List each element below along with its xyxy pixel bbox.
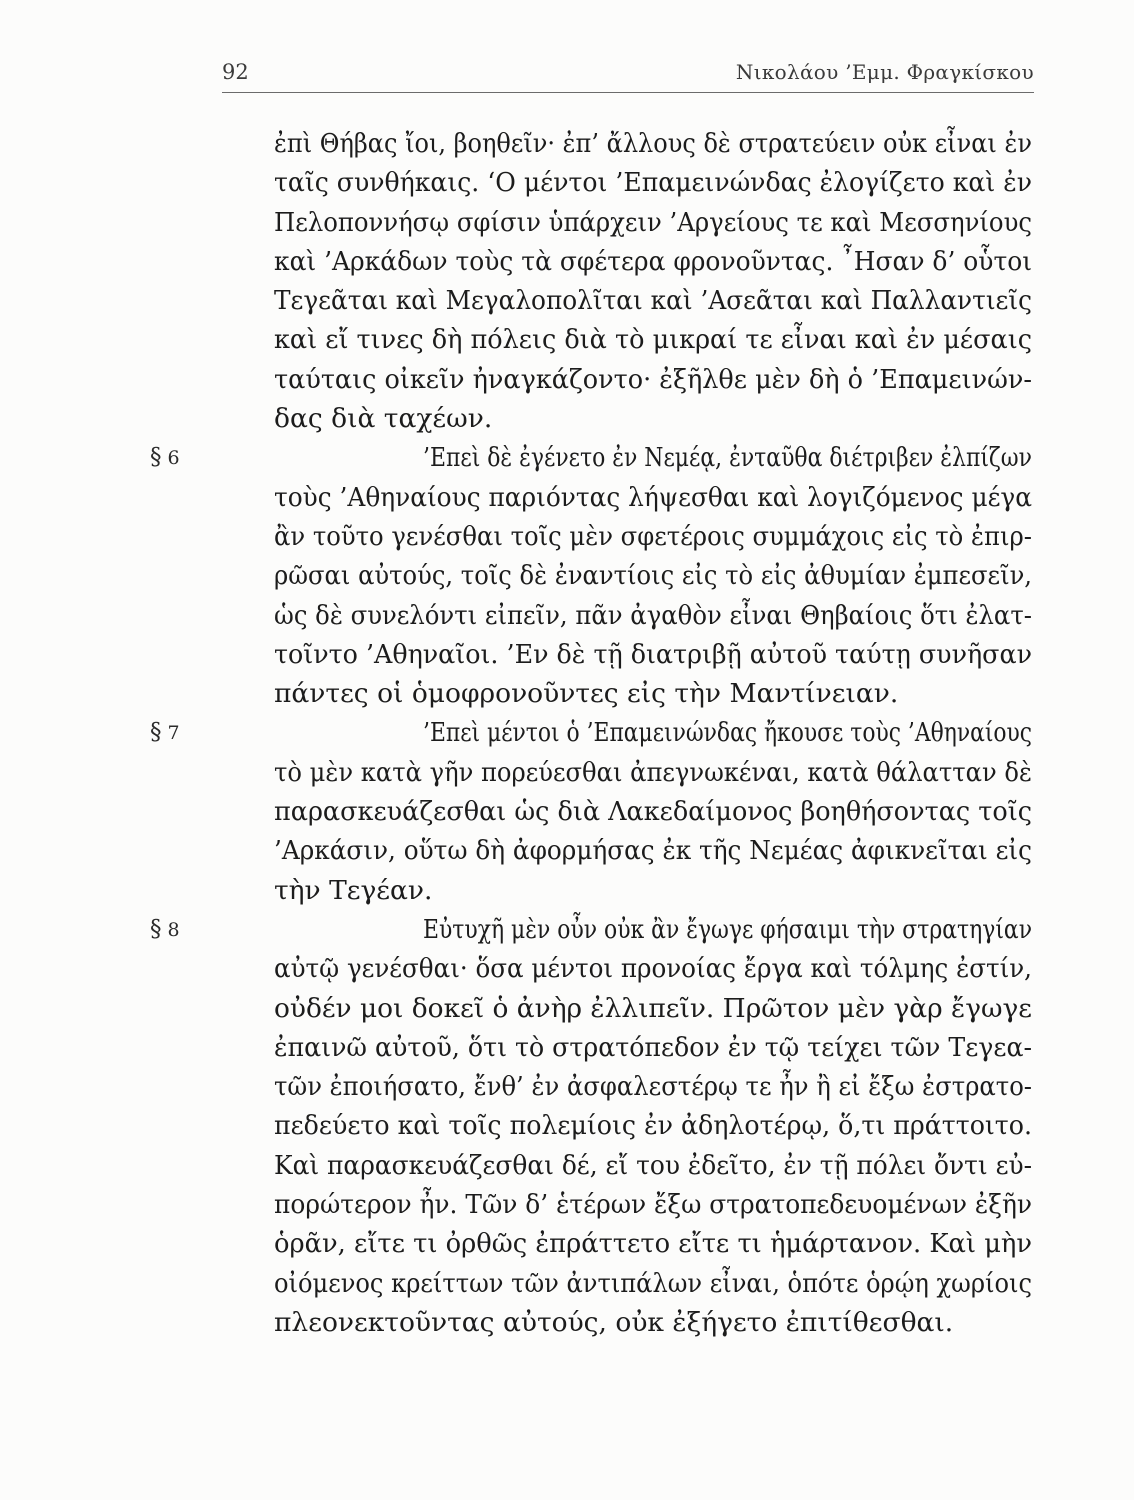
- text-line: [150, 517, 1040, 556]
- text-line: [150, 203, 1040, 242]
- line-text: ὁρᾶν, εἴτε τι ὀρθῶς ἐπράττετο εἴτε τι ἡμάρτανον. Καὶ μὴν: [274, 1228, 1032, 1260]
- text-line: [150, 556, 1040, 595]
- paragraph-section-6: [150, 438, 1040, 713]
- text-line: [150, 320, 1040, 359]
- line-text: καὶ ’Αρκάδων τοὺς τὰ σφέτερα φρονοῦντας. ῏Ησαν δ’ οὗτοι: [274, 245, 1033, 277]
- line-text: οὐδέν μοι δοκεῖ ὁ ἀνὴρ ἐλλιπεῖν. Πρῶτον μὲν γὰρ ἔγωγε: [274, 992, 1032, 1024]
- text-line: [150, 1106, 1040, 1145]
- line-text: ’Επεὶ δὲ ἐγένετο ἐν Νεμέᾳ, ἐνταῦθα διέτριβεν ἐλπίζων: [423, 442, 1032, 474]
- line-text: τῶν ἐποιήσατο, ἔνθ’ ἐν ἀσφαλεστέρῳ τε ἦν ἢ εἰ ἔξω ἐστρατο-: [274, 1071, 1033, 1103]
- section-number: 6: [167, 447, 180, 470]
- text-line: [150, 360, 1040, 399]
- line-text: τὸ μὲν κατὰ γῆν πορεύεσθαι ἀπεγνωκέναι, κατὰ θάλατταν δὲ: [274, 756, 1032, 788]
- text-line: [150, 1067, 1040, 1106]
- text-line: [150, 163, 1040, 202]
- paragraph-section-7: [150, 713, 1040, 909]
- line-text: καὶ εἴ τινες δὴ πόλεις διὰ τὸ μικραί τε εἶναι καὶ ἐν μέσαις: [274, 324, 1033, 356]
- paragraph-continuation: [150, 124, 1040, 438]
- section-number: 8: [167, 918, 180, 941]
- line-text: ρῶσαι αὐτούς, τοῖς δὲ ἐναντίοις εἰς τὸ εἰς ἀθυμίαν ἐμπεσεῖν,: [274, 560, 1032, 592]
- line-text: πορώτερον ἦν. Τῶν δ’ ἑτέρων ἔξω στρατοπεδευομένων ἐξῆν: [274, 1189, 1032, 1221]
- section-symbol: §: [150, 444, 162, 471]
- line-text: ἐπαινῶ αὐτοῦ, ὅτι τὸ στρατόπεδον ἐν τῷ τείχει τῶν Τεγεα-: [274, 1031, 1033, 1063]
- line-text: παρασκευάζεσθαι ὡς διὰ Λακεδαίμονος βοηθήσοντας τοῖς: [274, 796, 1033, 828]
- running-header: [222, 52, 1034, 93]
- running-head-author: Νικολάου ’Εμμ. Φραγκίσκου: [735, 60, 1034, 84]
- text-line: [150, 713, 1040, 752]
- text-line: [150, 792, 1040, 831]
- line-text: πεδεύετο καὶ τοῖς πολεμίοις ἐν ἀδηλοτέρῳ, ὅ,τι πράττοιτο.: [274, 1110, 1033, 1142]
- text-line: [150, 1264, 1040, 1303]
- section-number: 7: [167, 722, 180, 745]
- line-text: τοῖντο ’Αθηναῖοι. ’Εν δὲ τῇ διατριβῇ αὐτοῦ ταύτῃ συνῆσαν: [274, 638, 1032, 670]
- text-line: [150, 1224, 1040, 1263]
- section-marker: [150, 910, 180, 950]
- line-text: Καὶ παρασκευάζεσθαι δέ, εἴ του ἐδεῖτο, ἐν τῇ πόλει ὄντι εὐ-: [274, 1149, 1033, 1181]
- text-line: [150, 1028, 1040, 1067]
- text-line: [150, 1303, 1040, 1342]
- line-text: ’Επεὶ μέντοι ὁ ’Επαμεινώνδας ἤκουσε τοὺς ’Αθηναίους: [423, 717, 1033, 749]
- line-text: Εὐτυχῆ μὲν οὖν οὐκ ἂν ἔγωγε φήσαιμι τὴν στρατηγίαν: [423, 913, 1033, 945]
- text-line: [150, 1185, 1040, 1224]
- text-line: [150, 438, 1040, 477]
- line-text: πάντες οἱ ὁμοφρονοῦντες εἰς τὴν Μαντίνειαν.: [274, 678, 899, 710]
- line-text: αὐτῷ γενέσθαι· ὅσα μέντοι προνοίας ἔργα καὶ τόλμης ἐστίν,: [274, 953, 1032, 985]
- line-text: ταύταις οἰκεῖν ἠναγκάζοντο· ἐξῆλθε μὲν δὴ ὁ ’Επαμεινών-: [274, 363, 1032, 395]
- page-number: 92: [222, 60, 249, 84]
- section-symbol: §: [150, 719, 162, 746]
- text-line: [150, 871, 1040, 910]
- section-symbol: §: [150, 915, 162, 942]
- line-text: τοὺς ’Αθηναίους παριόντας λήψεσθαι καὶ λογιζόμενος μέγα: [274, 481, 1033, 513]
- text-line: [150, 399, 1040, 438]
- text-line: [150, 674, 1040, 713]
- line-text: Πελοποννήσῳ σφίσιν ὑπάρχειν ’Αργείους τε καὶ Μεσσηνίους: [274, 206, 1032, 238]
- text-line: [150, 635, 1040, 674]
- text-line: [150, 1146, 1040, 1185]
- text-line: [150, 753, 1040, 792]
- line-text: οἰόμενος κρείττων τῶν ἀντιπάλων εἶναι, ὁπότε ὁρῴη χωρίοις: [274, 1267, 1033, 1299]
- text-line: [150, 949, 1040, 988]
- line-text: δας διὰ ταχέων.: [274, 403, 493, 435]
- line-text: ἐπὶ Θήβας ἴοι, βοηθεῖν· ἐπ’ ἄλλους δὲ στρατεύειν οὐκ εἶναι ἐν: [274, 128, 1032, 159]
- text-line: [150, 478, 1040, 517]
- section-marker: [150, 713, 180, 753]
- section-marker: [150, 438, 180, 478]
- text-line: [150, 281, 1040, 320]
- text-line: [150, 989, 1040, 1028]
- line-text: ταῖς συνθήκαις. ‘Ο μέντοι ’Επαμεινώνδας ἐλογίζετο καὶ ἐν: [274, 167, 1033, 199]
- line-text: ’Αρκάσιν, οὕτω δὴ ἀφορμήσας ἐκ τῆς Νεμέας ἀφικνεῖται εἰς: [274, 835, 1032, 867]
- line-text: Τεγεᾶται καὶ Μεγαλοπολῖται καὶ ’Ασεᾶται καὶ Παλλαντιεῖς: [274, 285, 1032, 317]
- text-line: [150, 831, 1040, 870]
- text-line: [150, 596, 1040, 635]
- line-text: πλεονεκτοῦντας αὐτούς, οὐκ ἐξήγετο ἐπιτίθεσθαι.: [274, 1306, 954, 1338]
- line-text: ἂν τοῦτο γενέσθαι τοῖς μὲν σφετέροις συμμάχοις εἰς τὸ ἐπιρ-: [274, 520, 1032, 552]
- body-text: [150, 124, 1040, 1342]
- paragraph-section-8: [150, 910, 1040, 1342]
- line-text: τὴν Τεγέαν.: [274, 874, 433, 906]
- line-text: ὡς δὲ συνελόντι εἰπεῖν, πᾶν ἀγαθὸν εἶναι Θηβαίοις ὅτι ἐλατ-: [274, 599, 1033, 631]
- text-line: [150, 124, 1040, 163]
- text-line: [150, 910, 1040, 949]
- text-line: [150, 242, 1040, 281]
